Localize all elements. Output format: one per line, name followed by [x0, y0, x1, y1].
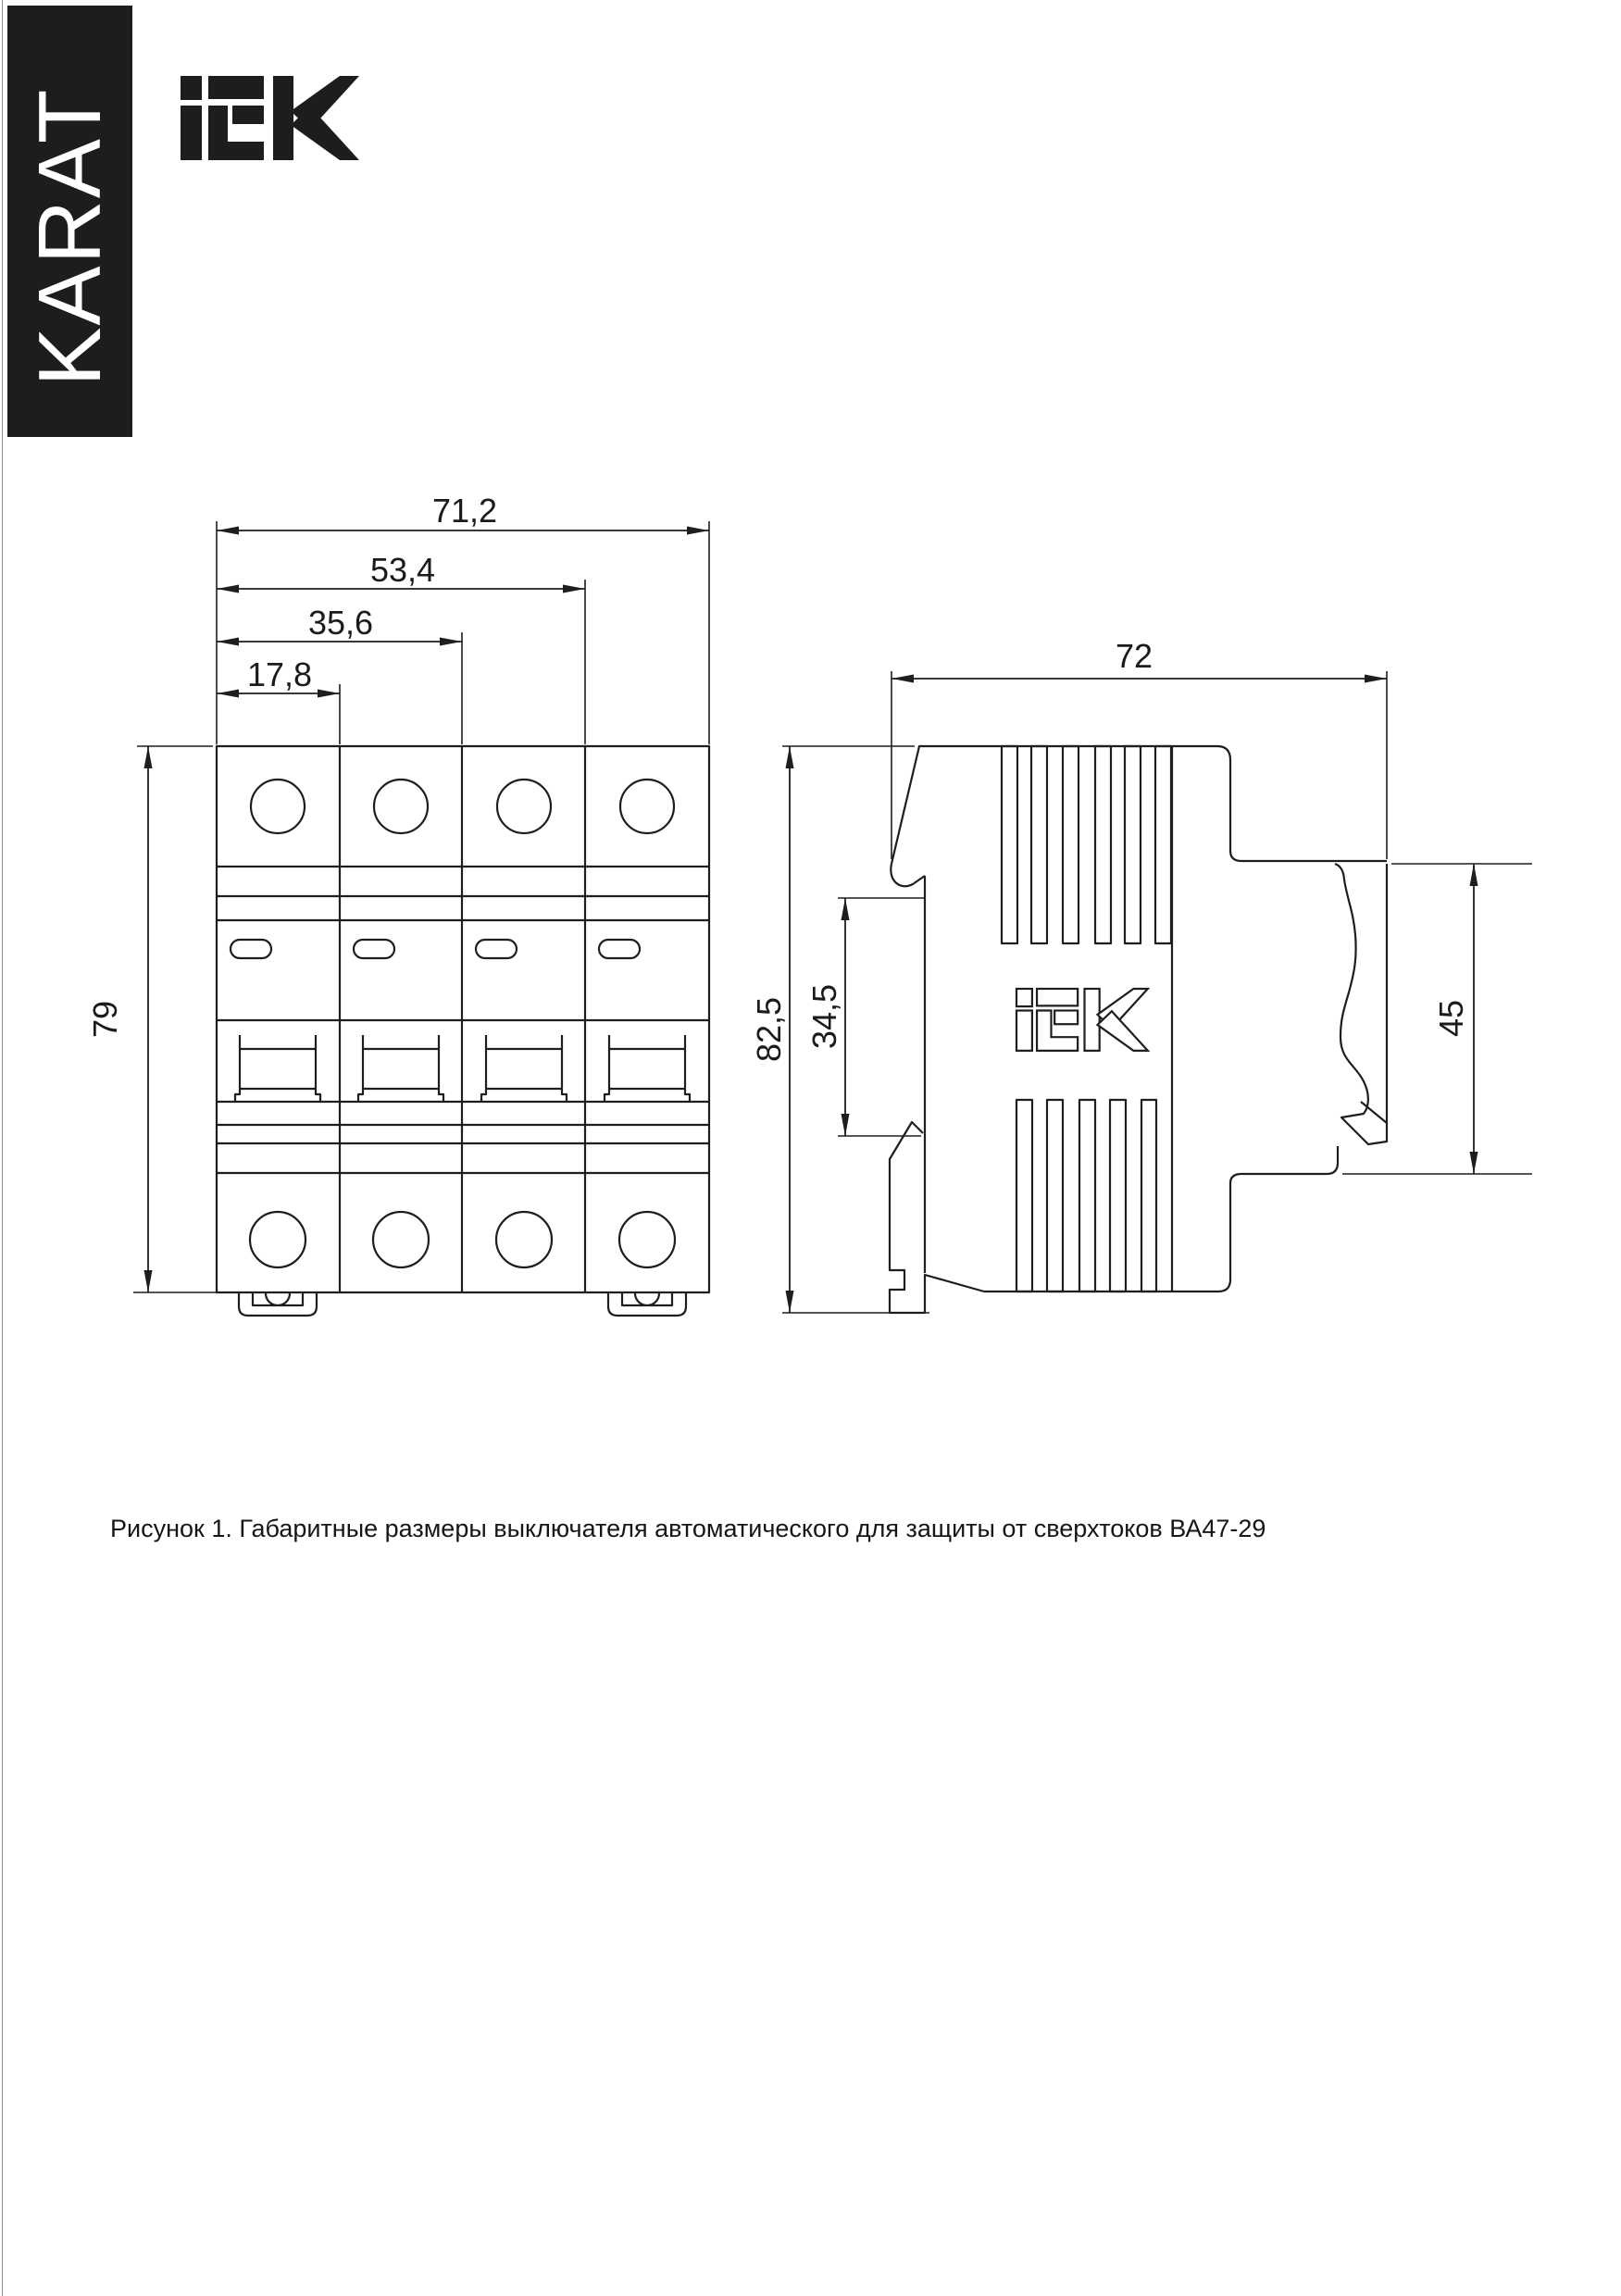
side-width-dimension [892, 637, 1387, 859]
dim-72: 72 [1115, 637, 1153, 675]
karat-banner-label: KARAT [19, 87, 119, 387]
front-height-dimension [86, 746, 217, 1292]
side-view [750, 637, 1532, 1313]
dim-34-5: 34,5 [805, 983, 843, 1050]
side-rail-recess-dimension [805, 898, 925, 1136]
front-label-slots [231, 940, 640, 958]
front-view [86, 492, 709, 1316]
dim-79: 79 [86, 1000, 124, 1039]
dim-71-2: 71,2 [431, 492, 498, 530]
side-vent-slots-bottom [1016, 1100, 1156, 1292]
front-width-dimensions [217, 492, 709, 744]
iek-logo-icon [181, 76, 359, 160]
side-vent-slots-top [1002, 746, 1171, 943]
dim-82-5: 82,5 [750, 996, 788, 1063]
front-din-clips [239, 1292, 686, 1316]
dim-45: 45 [1432, 999, 1470, 1038]
figure-caption: Рисунок 1. Габаритные размеры выключателя автоматического для защиты от сверхтоков ВА47-29 [110, 1515, 1266, 1542]
side-front-depth-dimension [1342, 864, 1532, 1174]
dim-53-4: 53,4 [369, 551, 436, 589]
dim-35-6: 35,6 [307, 604, 374, 642]
iek-logo-embossed-icon [1016, 989, 1148, 1051]
dim-17-8: 17,8 [246, 655, 313, 693]
